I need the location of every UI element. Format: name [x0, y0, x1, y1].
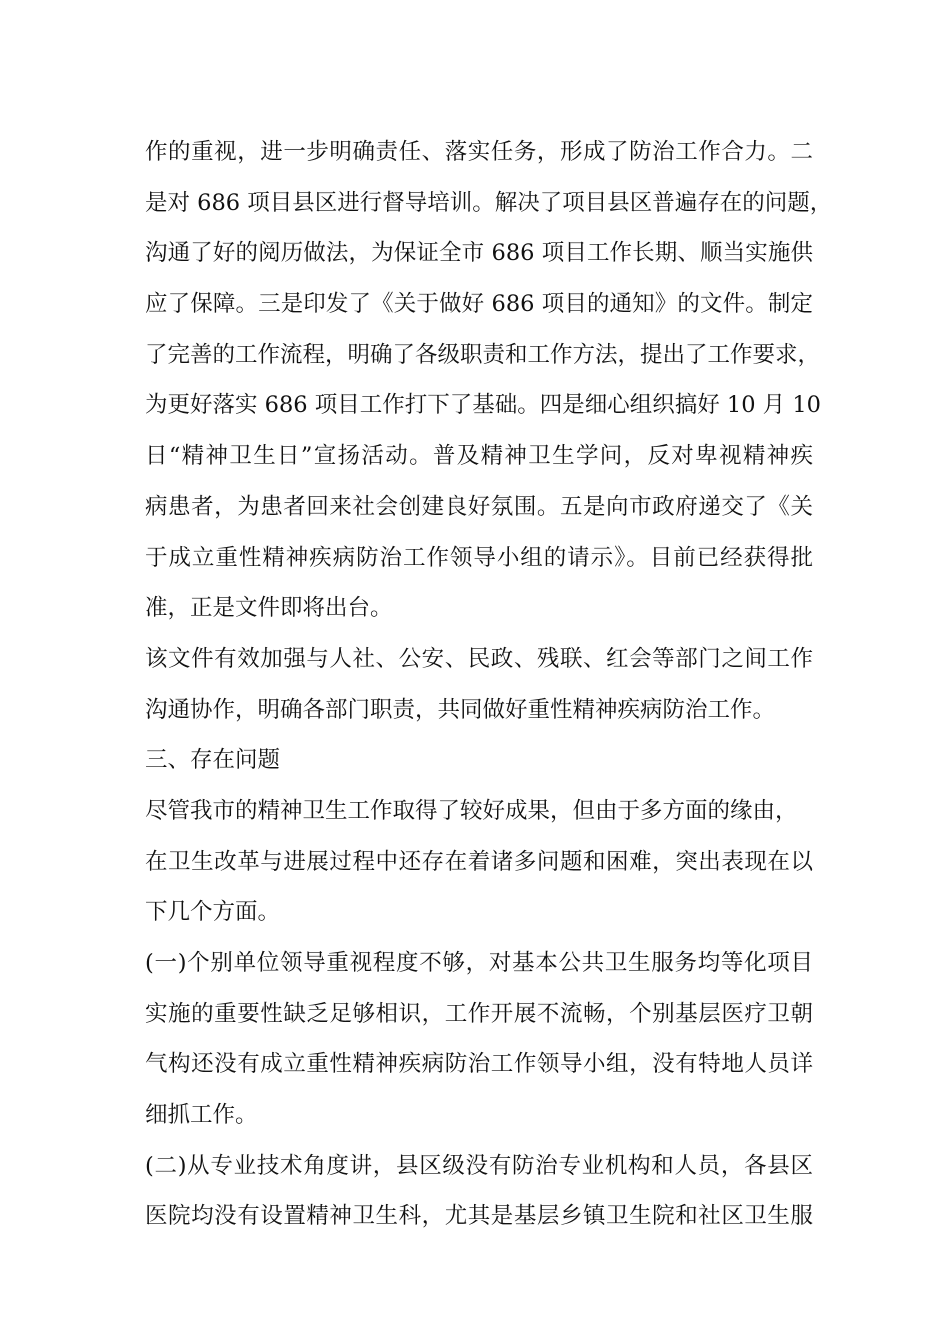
text-line: 应了保障。三是印发了《关于做好 686 项目的通知》的文件。制定	[145, 291, 813, 318]
text-line: 气构还没有成立重性精神疾病防治工作领导小组，没有特地人员详	[145, 1051, 813, 1078]
text-line: (二)从专业技术角度讲，县区级没有防治专业机构和人员，各县区	[145, 1152, 813, 1179]
text-line: 病患者，为患者回来社会创建良好氛围。五是向市政府递交了《关	[145, 493, 813, 520]
text-line: 准，正是文件即将出台。	[145, 595, 393, 622]
document-body	[145, 127, 833, 1242]
text-line: 实施的重要性缺乏足够相识，工作开展不流畅，个别基层医疗卫朝	[145, 1000, 813, 1027]
text-line: 为更好落实 686 项目工作打下了基础。四是细心组织搞好 10 月 10	[145, 392, 821, 419]
text-line: 三、存在问题	[145, 747, 281, 774]
text-line: 尽管我市的精神卫生工作取得了较好成果，但由于多方面的缘由，	[145, 797, 798, 824]
text-line: 是对 686 项目县区进行督导培训。解决了项目县区普遍存在的问题，	[145, 189, 833, 216]
text-line: 了完善的工作流程，明确了各级职责和工作方法，提出了工作要求，	[145, 341, 821, 368]
text-line: 该文件有效加强与人社、公安、民政、残联、红会等部门之间工作	[145, 645, 813, 672]
text-line: 沟通了好的阅历做法，为保证全市 686 项目工作长期、顺当实施供	[145, 240, 813, 267]
text-line: 在卫生改革与进展过程中还存在着诸多问题和困难，突出表现在以	[145, 848, 813, 875]
text-line: 沟通协作，明确各部门职责，共同做好重性精神疾病防治工作。	[145, 696, 776, 723]
text-line: 于成立重性精神疾病防治工作领导小组的请示》。目前已经获得批	[145, 544, 813, 571]
text-line: 作的重视，进一步明确责任、落实任务，形成了防治工作合力。二	[145, 139, 813, 165]
text-line: 下几个方面。	[145, 899, 281, 926]
text-line: (一)个别单位领导重视程度不够，对基本公共卫生服务均等化项目	[145, 950, 813, 976]
text-line: 细抓工作。	[145, 1102, 258, 1129]
text-line: 日“精神卫生日”宣扬活动。普及精神卫生学问，反对卑视精神疾	[145, 443, 813, 470]
text-line: 医院均没有设置精神卫生科，尤其是基层乡镇卫生院和社区卫生服	[145, 1203, 813, 1230]
